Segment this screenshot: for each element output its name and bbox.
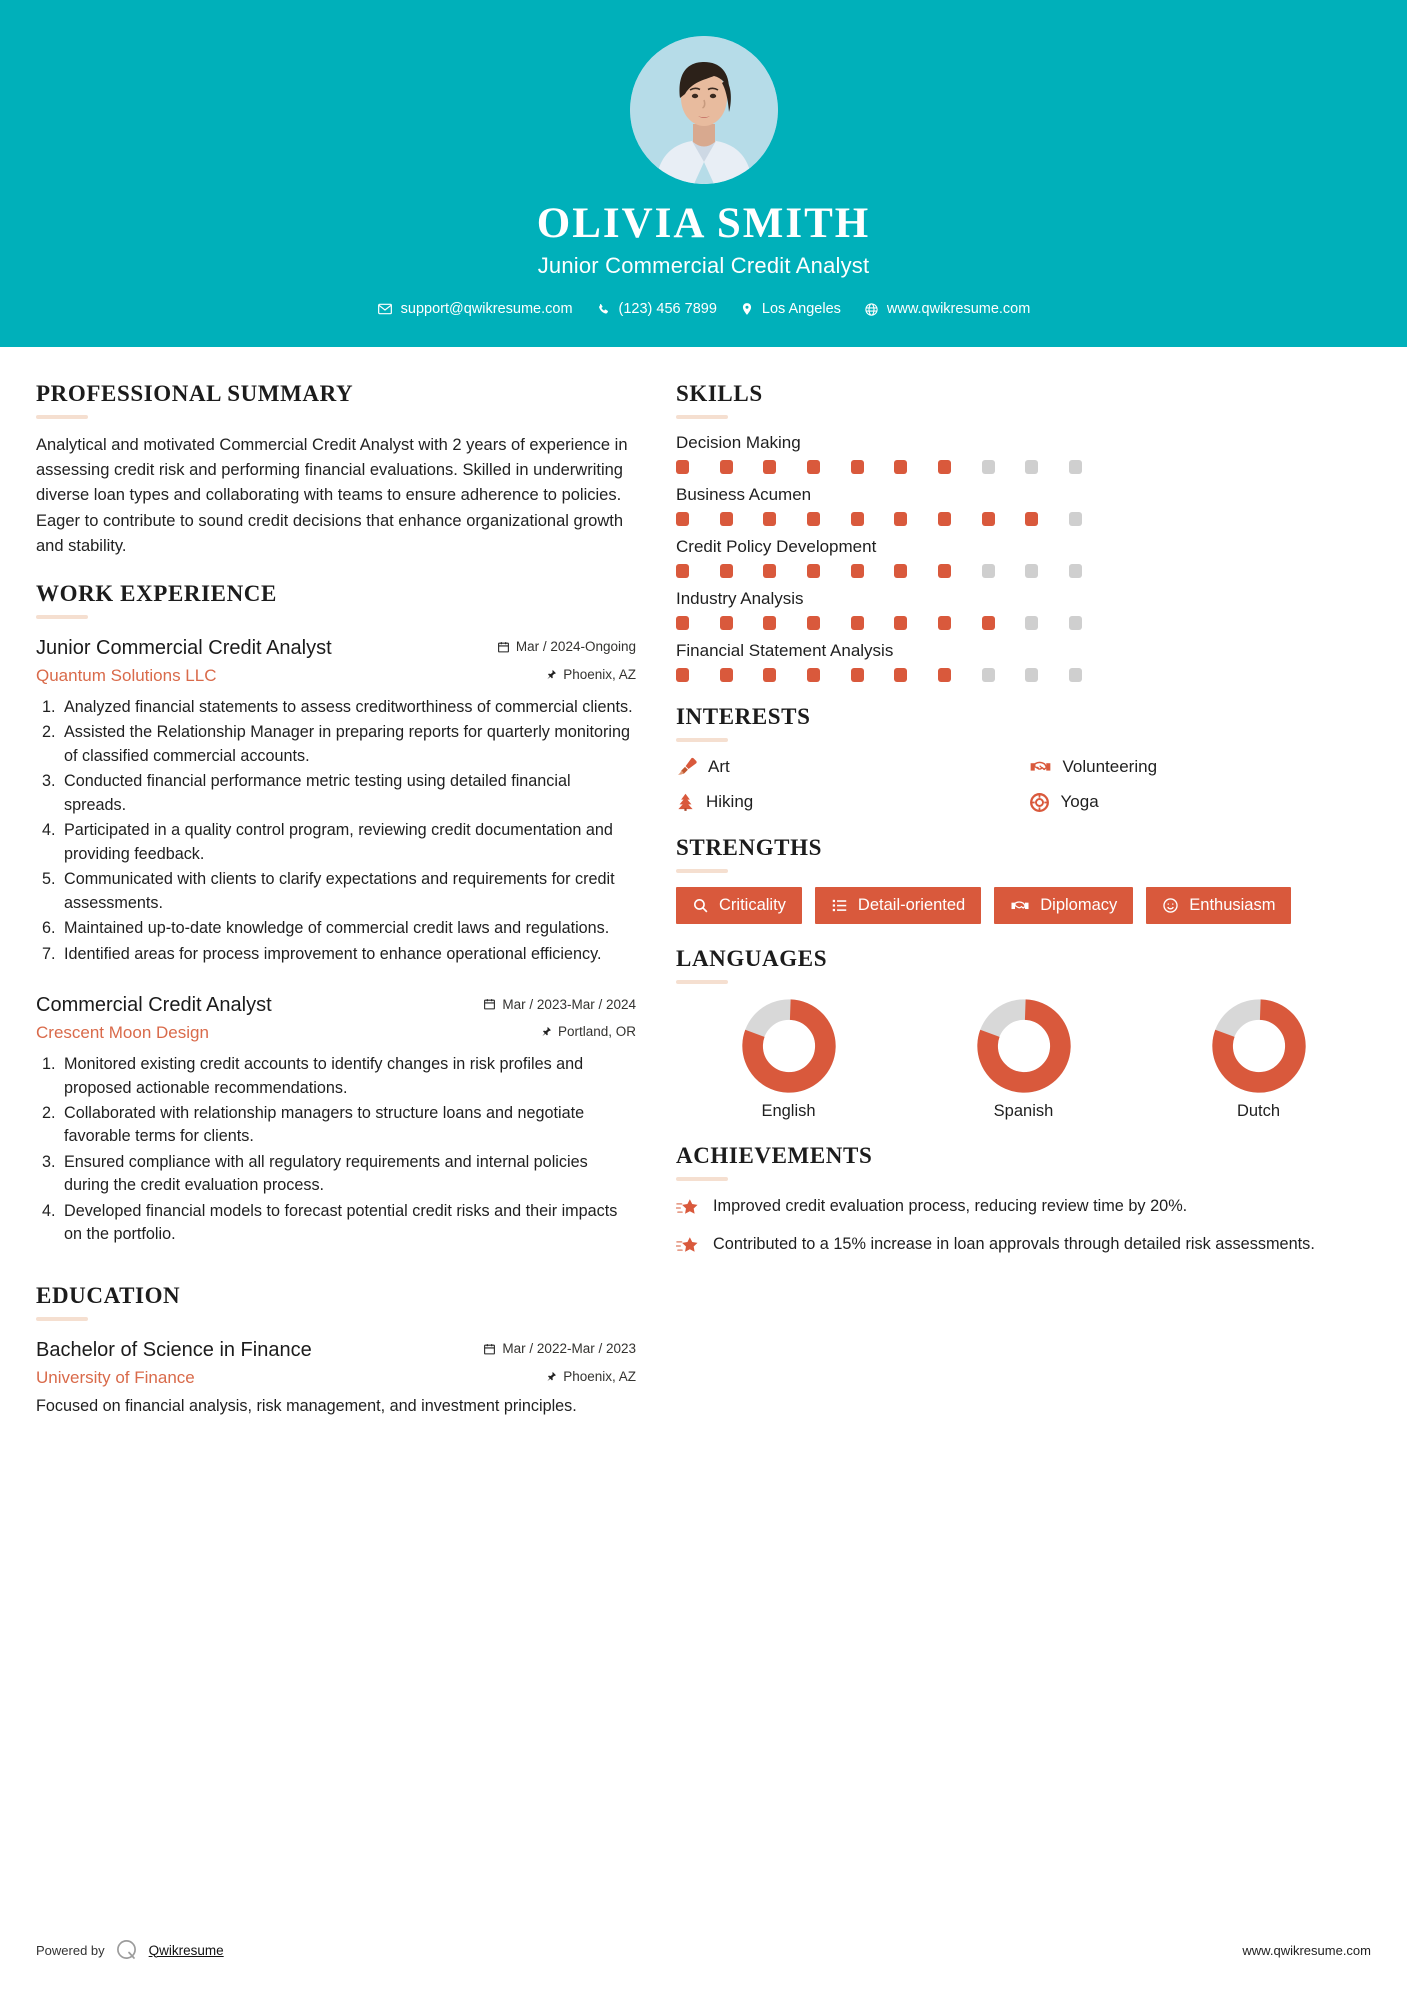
section-heading: STRENGTHS: [676, 835, 823, 861]
avatar: [630, 36, 778, 184]
skill-dot: [938, 460, 951, 474]
work-location: [541, 1021, 636, 1039]
strength-badge-criticality: [676, 887, 802, 924]
skill-dot: [1025, 616, 1038, 630]
skill-dot: [676, 668, 689, 682]
strength-label: Enthusiasm: [1189, 896, 1276, 915]
contact-location[interactable]: [733, 301, 848, 317]
skill-dot: [894, 616, 907, 630]
section-education: [36, 1283, 636, 1418]
skill-dot: [676, 616, 689, 630]
section-rule: [676, 869, 728, 873]
skill-label: Industry Analysis: [676, 589, 804, 609]
section-strengths: [676, 835, 1371, 924]
skill-dot: [720, 460, 733, 474]
section-rule: [36, 1317, 88, 1321]
lifebuoy-icon: [1029, 792, 1050, 813]
strength-badge-detail-oriented: [815, 887, 981, 924]
section-professional-summary: [36, 381, 636, 558]
interest-item: [676, 791, 1019, 813]
contact-email[interactable]: [370, 301, 580, 317]
language-donut-chart: [976, 998, 1072, 1094]
work-location-text: Portland, OR: [557, 1024, 636, 1040]
language-item: [676, 998, 901, 1121]
page-title: OLIVIA SMITH: [536, 200, 871, 247]
smiley-icon: [1162, 897, 1179, 914]
list-item: 3. Conducted financial performance metric testing using detailed financial spreads.: [60, 770, 636, 817]
achievement-text: Contributed to a 15% increase in loan approvals through detailed risk assessments.: [713, 1235, 1315, 1254]
education-description: Focused on financial analysis, risk management, and investment principles.: [36, 1396, 577, 1415]
list-item: 3. Ensured compliance with all regulatory requirements and internal policies during the credit evaluation process.: [60, 1151, 636, 1198]
list-item: 4. Participated in a quality control program, reviewing credit documentation and providing feedback.: [60, 819, 636, 866]
skill-dot: [1069, 564, 1082, 578]
skill-dot: [938, 668, 951, 682]
skill-dot: [851, 564, 864, 578]
language-item: [1146, 998, 1371, 1121]
list-item: 1. Monitored existing credit accounts to identify changes in risk profiles and proposed actionable recommendations.: [60, 1053, 636, 1100]
list-icon: [831, 897, 848, 914]
section-heading: ACHIEVEMENTS: [676, 1143, 873, 1169]
skill-dot: [851, 512, 864, 526]
work-bullets: [60, 1053, 636, 1247]
skill-item: [676, 485, 1371, 526]
work-org: Crescent Moon Design: [36, 1023, 209, 1043]
list-item: 4. Developed financial models to forecast potential credit risks and their impacts on the portfolio.: [60, 1200, 636, 1247]
person-photo-icon: [630, 36, 778, 184]
contact-email-text: support@qwikresume.com: [400, 301, 573, 318]
skill-dot: [1069, 512, 1082, 526]
skill-dot: [807, 668, 820, 682]
skill-dot: [938, 512, 951, 526]
skill-dot: [851, 668, 864, 682]
magnifier-icon: [692, 897, 709, 914]
calendar-icon: [497, 640, 510, 654]
skill-dot: [807, 460, 820, 474]
list-item: 7. Identified areas for process improvement to enhance operational efficiency.: [60, 943, 636, 966]
contact-phone[interactable]: [589, 301, 724, 317]
education-date-text: Mar / 2022-Mar / 2023: [502, 1341, 636, 1357]
education-degree: Bachelor of Science in Finance: [36, 1338, 312, 1361]
section-rule: [36, 615, 88, 619]
section-rule: [676, 415, 728, 419]
skill-dot: [720, 564, 733, 578]
skill-dot: [763, 564, 776, 578]
work-bullets: [60, 696, 636, 966]
skill-dot: [676, 460, 689, 474]
strength-label: Criticality: [719, 896, 786, 915]
work-location-text: Phoenix, AZ: [563, 666, 636, 682]
skill-dot: [807, 512, 820, 526]
skill-dot: [807, 564, 820, 578]
skill-dot: [1069, 460, 1082, 474]
interest-label: Volunteering: [1062, 756, 1158, 776]
footer-url[interactable]: www.qwikresume.com: [1242, 1942, 1371, 1958]
interest-item: [1029, 756, 1372, 777]
powered-by-label: Powered by: [36, 1942, 105, 1958]
section-languages: [676, 946, 1371, 1121]
section-heading: PROFESSIONAL SUMMARY: [36, 381, 354, 407]
handshake-icon: [1010, 897, 1030, 914]
work-location: [546, 664, 636, 682]
summary-text: Analytical and motivated Commercial Credit Analyst with 2 years of experience in assessing credit risk and performing financial evaluations. Skilled in underwriting diverse loan types and collaborating with teams to ensure adherence to policies. Eager to contribute to sound credit decisions that enhance organizational growth and stability.: [36, 436, 628, 555]
skill-item: [676, 433, 1371, 474]
skill-dot: [720, 668, 733, 682]
section-heading: WORK EXPERIENCE: [36, 580, 277, 606]
location-pin-icon: [740, 301, 754, 317]
education-location: [546, 1366, 636, 1384]
list-item: 6. Maintained up-to-date knowledge of commercial credit laws and regulations.: [60, 917, 636, 940]
shooting-star-icon: [676, 1197, 700, 1219]
pushpin-icon: [546, 1370, 557, 1383]
education-entry: [36, 1337, 636, 1418]
contact-location-text: Los Angeles: [761, 301, 841, 318]
work-org: Quantum Solutions LLC: [36, 665, 217, 685]
right-column: [670, 381, 1371, 1920]
skill-rating: [676, 616, 1082, 630]
skill-dot: [982, 564, 995, 578]
section-skills: [676, 381, 1371, 682]
contact-row: [0, 301, 1407, 317]
achievement-text: Improved credit evaluation process, reducing review time by 20%.: [713, 1197, 1188, 1216]
section-achievements: [676, 1143, 1371, 1257]
strength-label: Diplomacy: [1040, 896, 1118, 915]
section-work-experience: [36, 581, 636, 1247]
contact-phone-text: (123) 456 7899: [618, 301, 717, 318]
skill-dot: [894, 512, 907, 526]
skill-rating: [676, 512, 1082, 526]
contact-website-text: www.qwikresume.com: [886, 301, 1031, 318]
skill-dot: [894, 668, 907, 682]
work-entry: [36, 635, 636, 966]
resume-header: [0, 0, 1407, 347]
skill-dot: [763, 460, 776, 474]
resume-body: [0, 347, 1407, 1920]
skill-dot: [1025, 668, 1038, 682]
pushpin-icon: [541, 1025, 552, 1038]
calendar-icon: [483, 1342, 496, 1356]
resume-footer: [0, 1920, 1407, 1990]
work-date: [483, 994, 636, 1012]
achievement-item: [676, 1195, 1371, 1219]
skill-dot: [982, 460, 995, 474]
skill-dot: [720, 512, 733, 526]
language-donut-chart: [1211, 998, 1307, 1094]
skill-item: [676, 537, 1371, 578]
section-heading: LANGUAGES: [676, 946, 828, 972]
education-school: University of Finance: [36, 1367, 195, 1387]
strength-label: Detail-oriented: [857, 896, 966, 915]
skill-dot: [1069, 616, 1082, 630]
skill-dot: [938, 564, 951, 578]
skill-dot: [1025, 512, 1038, 526]
education-date: [483, 1338, 636, 1356]
work-entry: [36, 992, 636, 1247]
skill-dot: [763, 512, 776, 526]
left-column: [36, 381, 636, 1920]
language-label: Spanish: [993, 1102, 1054, 1121]
qwikresume-q-logo-icon: [115, 1938, 139, 1962]
skill-dot: [1025, 564, 1038, 578]
skill-label: Decision Making: [676, 433, 801, 453]
section-rule: [36, 415, 88, 419]
skill-dot: [938, 616, 951, 630]
calendar-icon: [483, 997, 496, 1011]
section-rule: [676, 1177, 728, 1181]
skill-item: [676, 589, 1371, 630]
skill-item: [676, 641, 1371, 682]
achievement-item: [676, 1233, 1371, 1257]
skill-dot: [763, 668, 776, 682]
interest-label: Art: [708, 756, 730, 776]
section-rule: [676, 738, 728, 742]
skill-rating: [676, 460, 1082, 474]
interest-item: [1029, 791, 1372, 813]
interest-item: [676, 756, 1019, 777]
paintbrush-icon: [676, 756, 697, 777]
skill-dot: [807, 616, 820, 630]
skill-label: Credit Policy Development: [676, 537, 877, 557]
skill-dot: [720, 616, 733, 630]
list-item: 1. Analyzed financial statements to assess creditworthiness of commercial clients.: [60, 696, 636, 719]
interest-label: Yoga: [1060, 792, 1099, 812]
section-interests: [676, 704, 1371, 813]
qwikresume-link[interactable]: Qwikresume: [148, 1942, 224, 1958]
section-heading: SKILLS: [676, 381, 763, 407]
skill-label: Financial Statement Analysis: [676, 641, 894, 661]
evergreen-tree-icon: [676, 791, 695, 813]
skill-dot: [763, 616, 776, 630]
pushpin-icon: [546, 668, 557, 681]
work-role: Junior Commercial Credit Analyst: [36, 636, 332, 659]
work-date-text: Mar / 2024-Ongoing: [515, 639, 636, 655]
skill-dot: [1069, 668, 1082, 682]
skill-rating: [676, 564, 1082, 578]
skill-dot: [982, 616, 995, 630]
language-label: Dutch: [1236, 1102, 1281, 1121]
list-item: 2. Collaborated with relationship managers to structure loans and negotiate favorable terms for clients.: [60, 1102, 636, 1149]
section-rule: [676, 980, 728, 984]
skill-dot: [676, 512, 689, 526]
skill-dot: [894, 564, 907, 578]
skill-rating: [676, 668, 1082, 682]
work-date: [497, 636, 636, 654]
education-location-text: Phoenix, AZ: [563, 1368, 636, 1384]
language-label: English: [761, 1102, 816, 1121]
skill-dot: [894, 460, 907, 474]
envelope-icon: [377, 301, 393, 317]
skill-dot: [1025, 460, 1038, 474]
skill-dot: [851, 460, 864, 474]
skill-dot: [851, 616, 864, 630]
work-role: Commercial Credit Analyst: [36, 994, 272, 1017]
strength-badge-diplomacy: [994, 887, 1133, 924]
contact-website[interactable]: [857, 301, 1037, 317]
header-subtitle: Junior Commercial Credit Analyst: [537, 253, 870, 279]
skill-label: Business Acumen: [676, 485, 812, 505]
work-date-text: Mar / 2023-Mar / 2024: [502, 996, 636, 1012]
handshake-icon: [1029, 756, 1052, 777]
skill-dot: [676, 564, 689, 578]
interest-label: Hiking: [706, 792, 754, 812]
globe-icon: [864, 302, 879, 317]
section-heading: EDUCATION: [36, 1282, 181, 1308]
skill-dot: [982, 512, 995, 526]
list-item: 5. Communicated with clients to clarify expectations and requirements for credit assessments.: [60, 868, 636, 915]
language-donut-chart: [741, 998, 837, 1094]
skill-dot: [982, 668, 995, 682]
strength-badge-enthusiasm: [1146, 887, 1291, 924]
phone-icon: [596, 302, 611, 317]
language-item: [911, 998, 1136, 1121]
shooting-star-icon: [676, 1235, 700, 1257]
section-heading: INTERESTS: [676, 704, 811, 730]
list-item: 2. Assisted the Relationship Manager in preparing reports for quarterly monitoring of classified commercial accounts.: [60, 721, 636, 768]
